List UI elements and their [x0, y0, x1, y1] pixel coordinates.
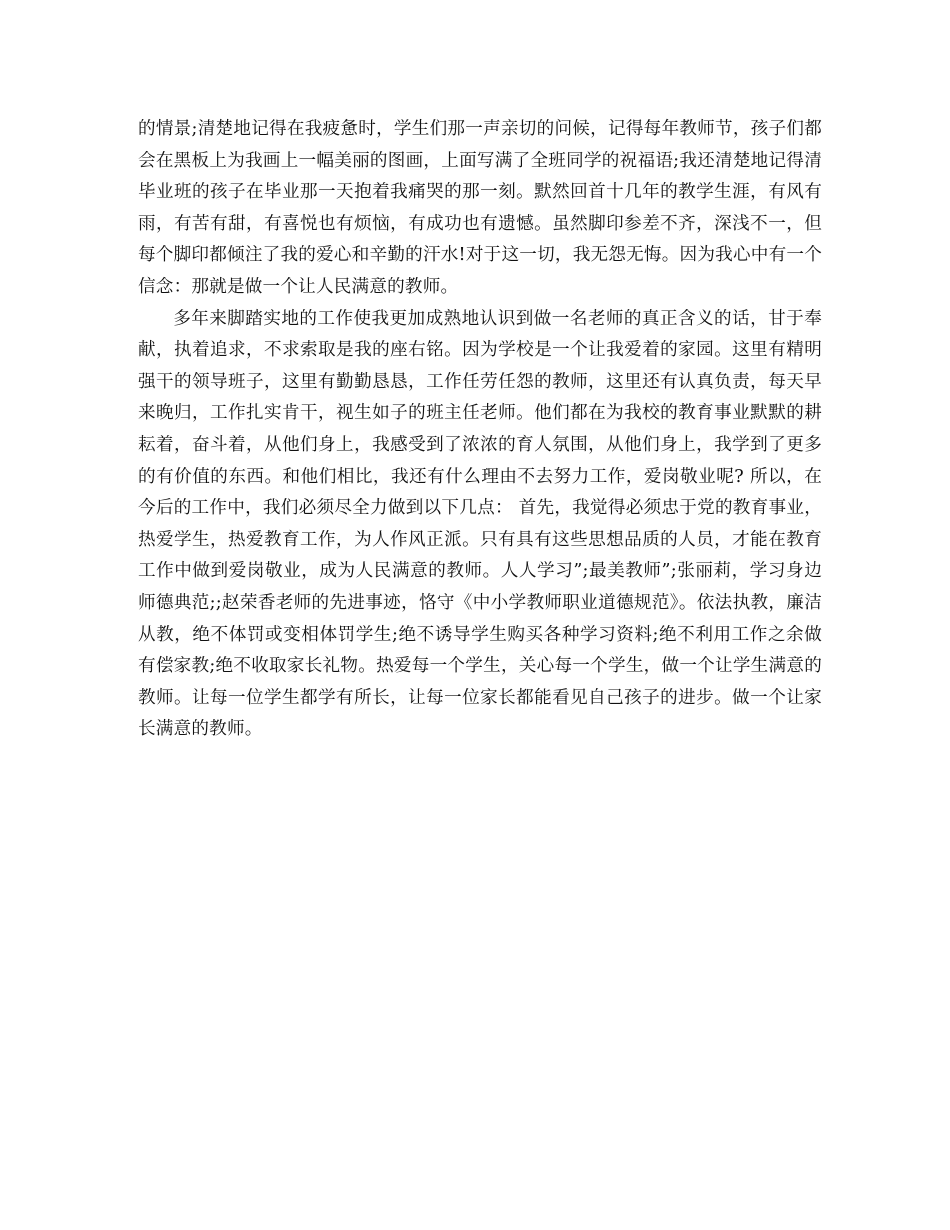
paragraph-2: 多年来脚踏实地的工作使我更加成熟地认识到做一名老师的真正含义的话，甘于奉献，执着追求，不求索取是我的座右铭。因为学校是一个让我爱着的家园。这里有精明强干的领导班子，这里有勤勤恳恳，工作任劳任怨的教师，这里还有认真负责，每天早来晚归，工作扎实肯干，视生如子的班主任老师。他们都在为我校的教育事业默默的耕耘着，奋斗着，从他们身上，我感受到了浓浓的育人氛围，从他们身上，我学到了更多的有价值的东西。和他们相比，我还有什么理由不去努力工作，爱岗敬业呢? 所以，在今后的工作中，我们必须尽全力做到以下几点： 首先，我觉得必须忠于党的教育事业，热爱学生，热爱教育工作，为人作风正派。只有具有这些思想品质的人员，才能在教育工作中做到爱岗敬业，成为人民满意的教师。人人学习”;最美教师”;张丽莉，学习身边师德典范;;赵荣香老师的先进事迹，恪守《中小学教师职业道德规范》。依法执教，廉洁从教，绝不体罚或变相体罚学生;绝不诱导学生购买各种学习资料;绝不利用工作之余做有偿家教;绝不收取家长礼物。热爱每一个学生，关心每一个学生，做一个让学生满意的教师。让每一位学生都学有所长，让每一位家长都能看见自己孩子的进步。做一个让家长满意的教师。: [138, 308, 822, 740]
paragraph-1: 的情景;清楚地记得在我疲惫时，学生们那一声亲切的问候，记得每年教师节，孩子们都会在黑板上为我画上一幅美丽的图画，上面写满了全班同学的祝福语;我还清楚地记得清毕业班的孩子在毕业那一天抱着我痛哭的那一刻。默然回首十几年的教学生涯，有风有雨，有苦有甜，有喜悦也有烦恼，有成功也有遗憾。虽然脚印参差不齐，深浅不一，但每个脚印都倾注了我的爱心和辛勤的汗水!对于这一切，我无怨无悔。因为我心中有一个信念：那就是做一个让人民满意的教师。: [138, 119, 822, 297]
document-body: [138, 114, 822, 746]
